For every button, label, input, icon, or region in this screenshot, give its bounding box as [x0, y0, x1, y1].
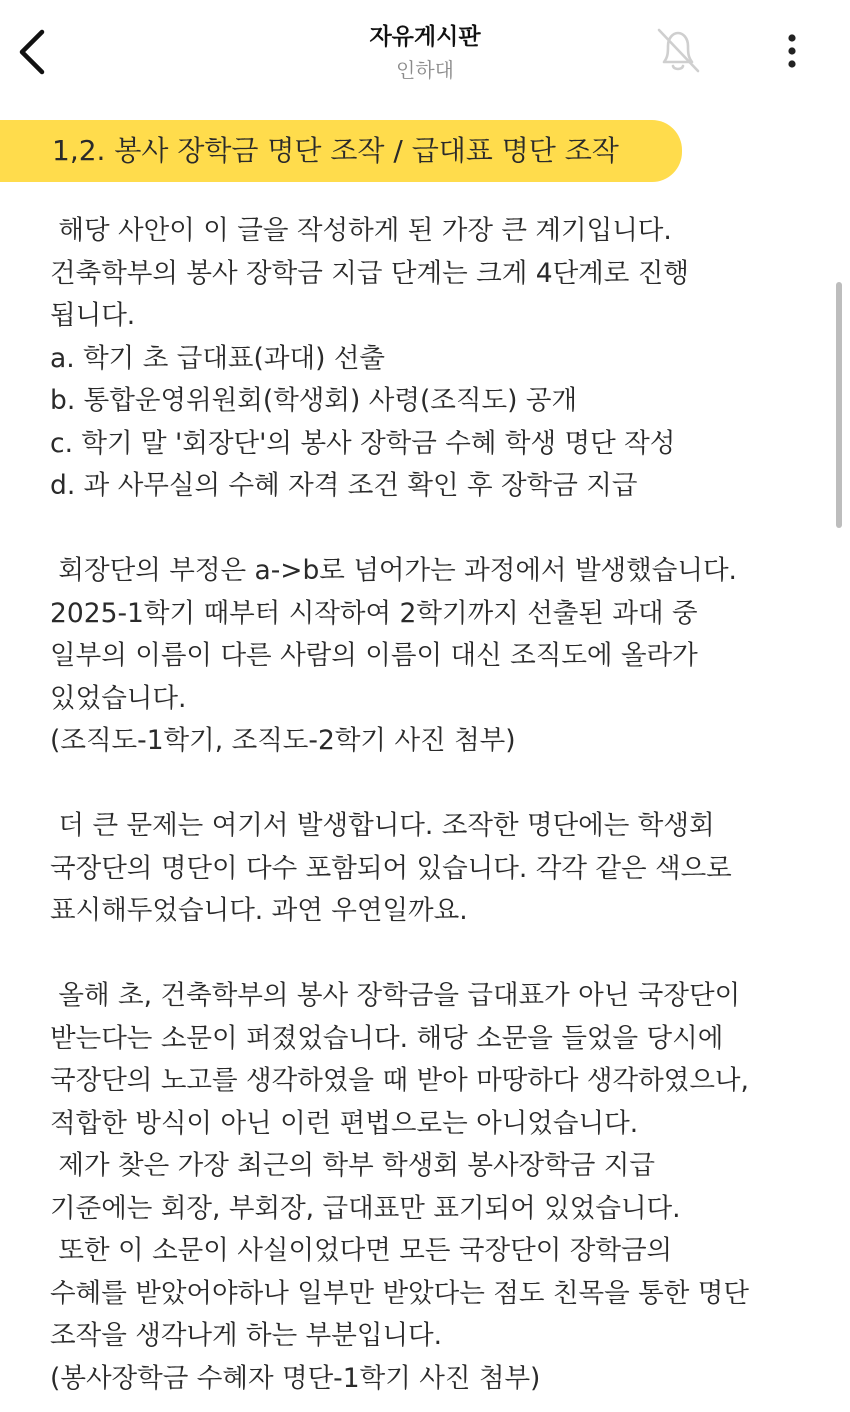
post-body-line: 2025-1학기 때부터 시작하여 2학기까지 선출된 과대 중 — [50, 597, 698, 629]
vertical-dots-icon — [770, 26, 814, 76]
post-body-line: 제가 찾은 가장 최근의 학부 학생회 봉사장학금 지급 — [50, 1150, 655, 1181]
top-app-bar — [0, 0, 850, 100]
post-body-line: (조직도-1학기, 조직도-2학기 사진 첨부) — [50, 725, 516, 756]
post-body-line: d. 과 사무실의 수혜 자격 조건 확인 후 장학금 지급 — [50, 470, 638, 501]
post-body-line: 기준에는 회장, 부회장, 급대표만 표기되어 있었습니다. — [50, 1192, 681, 1224]
school-name: 인하대 — [396, 58, 454, 82]
scrollbar[interactable] — [836, 282, 842, 528]
post-body-line: (봉사장학금 수혜자 명단-1학기 사진 첨부) — [50, 1362, 541, 1394]
post-body-line: 해당 사안이 이 글을 작성하게 된 가장 큰 계기입니다. — [50, 215, 672, 246]
post-body-line: 수혜를 받았어야하나 일부만 받았다는 점도 친목을 통한 명단 — [50, 1277, 749, 1309]
post-body-line — [50, 508, 820, 551]
post-body-line — [50, 933, 820, 976]
post-body-line: c. 학기 말 '회장단'의 봉사 장학금 수혜 학생 명단 작성 — [50, 427, 676, 459]
post-body-line: 회장단의 부정은 a->b로 넘어가는 과정에서 발생했습니다. — [50, 555, 737, 586]
post-body-line: 조작을 생각나게 하는 부분입니다. — [50, 1320, 443, 1351]
post-body-line: a. 학기 초 급대표(과대) 선출 — [50, 342, 386, 374]
post-body-line: 일부의 이름이 다른 사람의 이름이 대신 조직도에 올라가 — [50, 640, 698, 671]
post-body-line: 받는다는 소문이 퍼졌었습니다. 해당 소문을 들었을 당시에 — [50, 1022, 724, 1054]
board-title: 자유게시판 — [369, 24, 481, 50]
post-body-line: 국장단의 명단이 다수 포함되어 있습니다. 각각 같은 색으로 — [50, 852, 732, 884]
back-button[interactable] — [8, 22, 56, 80]
post-body-line: 올해 초, 건축학부의 봉사 장학금을 급대표가 아닌 국장단이 — [50, 980, 741, 1011]
more-options-button[interactable] — [770, 26, 814, 76]
post-body-line: 국장단의 노고를 생각하였을 때 받아 마땅하다 생각하였으나, — [50, 1065, 749, 1096]
post-body-line: 표시해두었습니다. 과연 우연일까요. — [50, 895, 468, 926]
section-heading: 1,2. 봉사 장학금 명단 조작 / 급대표 명단 조작 — [52, 134, 619, 167]
chevron-left-icon — [8, 22, 56, 80]
post-body-line: 있었습니다. — [50, 682, 187, 714]
bell-off-icon — [650, 24, 706, 78]
post-body-line: 적합한 방식이 아닌 이런 편법으로는 아니었습니다. — [50, 1107, 639, 1139]
post-body — [50, 210, 820, 1400]
post-body-line: 됩니다. — [50, 300, 136, 331]
post-body-line — [50, 763, 820, 806]
post-body-line: 더 큰 문제는 여기서 발생합니다. 조작한 명단에는 학생회 — [50, 810, 715, 841]
post-body-line: 또한 이 소문이 사실이었다면 모든 국장단이 장학금의 — [50, 1235, 673, 1266]
post-body-line: 건축학부의 봉사 장학금 지급 단계는 크게 4단계로 진행 — [50, 257, 690, 289]
notification-toggle-button[interactable] — [650, 24, 706, 78]
post-body-line: b. 통합운영위원회(학생회) 사령(조직도) 공개 — [50, 385, 578, 416]
